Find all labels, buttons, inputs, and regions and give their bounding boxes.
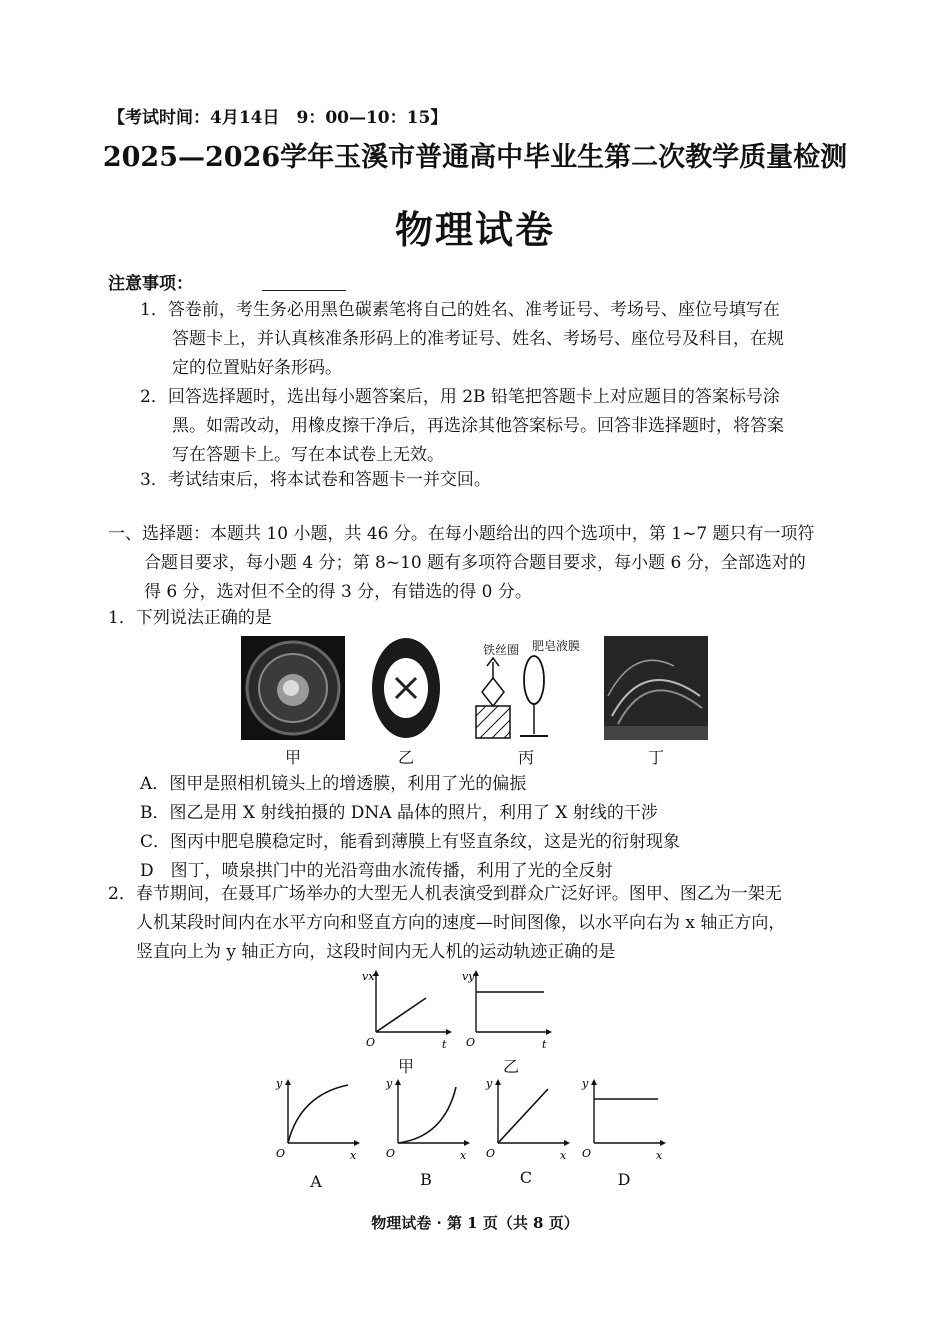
axis-label-t: t <box>442 1038 447 1051</box>
option-label-b: B <box>420 1170 432 1189</box>
trajectory-b <box>380 1075 476 1171</box>
figure-label-yi: 乙 <box>397 748 414 767</box>
q1-options <box>140 770 680 886</box>
q1-option-c: C．图丙中肥皂膜稳定时，能看到薄膜上有竖直条纹，这是光的衍射现象 <box>140 832 681 852</box>
q2-stem <box>108 880 785 967</box>
exam-title: 2025—2026学年玉溪市普通高中毕业生第二次教学质量检测 <box>102 142 848 173</box>
axis-label-t: t <box>542 1038 547 1051</box>
label-wire-loop: 铁丝圈 <box>483 643 520 657</box>
exam-time: 【考试时间：4月14日 9：00—10：15】 <box>108 108 448 128</box>
axis-label-x: x <box>560 1149 567 1162</box>
notice-line: 定的位置贴好条形码。 <box>172 358 342 378</box>
label-soap-film: 肥皂液膜 <box>532 639 581 653</box>
q1-option-d: D 图丁，喷泉拱门中的光沿弯曲水流传播，利用了光的全反射 <box>140 861 613 881</box>
axis-label-x: x <box>656 1149 663 1162</box>
origin-label: O <box>276 1147 286 1160</box>
figure-label-jia: 甲 <box>284 748 301 767</box>
notice-underline <box>262 290 346 291</box>
axis-label-y: y <box>276 1077 283 1090</box>
photo-ding-fountain <box>604 636 708 740</box>
option-label-c: C <box>519 1168 533 1187</box>
axis-label-y: y <box>486 1077 493 1090</box>
section-line: 得 6 分，选对但不全的得 3 分，有错选的得 0 分。 <box>144 582 532 602</box>
paper-subtitle: 物理试卷 <box>394 207 555 252</box>
figure-label-ding: 丁 <box>647 748 664 767</box>
trajectory-c <box>480 1075 576 1171</box>
origin-label: O <box>582 1147 592 1160</box>
trajectory-a <box>270 1075 366 1171</box>
section-line: 合题目要求，每小题 4 分；第 8~10 题有多项符合题目要求，每小题 6 分，全部选对的 <box>144 553 806 573</box>
axis-label-x: x <box>460 1149 467 1162</box>
q1-option-a: A．图甲是照相机镜头上的增透膜，利用了光的偏振 <box>140 774 527 794</box>
q1-stem: 1．下列说法正确的是 <box>108 608 272 628</box>
notice-line: 3．考试结束后，将本试卷和答题卡一并交回。 <box>140 470 491 490</box>
notice-item-1 <box>140 296 784 383</box>
photo-yi-dna <box>370 636 442 740</box>
axis-label-vx: vx <box>362 970 375 983</box>
notice-item-2 <box>140 383 784 470</box>
origin-label: O <box>366 1036 376 1049</box>
section-line: 一、选择题：本题共 10 小题，共 46 分。在每小题给出的四个选项中，第 1~7 题只有一项符 <box>108 524 815 544</box>
notice-line: 2．回答选择题时，选出每小题答案后，用 2B 铅笔把答题卡上对应题目的答案标号涂 <box>140 387 780 407</box>
photo-jia-lens <box>241 636 345 740</box>
q2-stem-line: 竖直向上为 y 轴正方向，这段时间内无人机的运动轨迹正确的是 <box>136 942 616 962</box>
notice-line: 答题卡上，并认真核准条形码上的准考证号、姓名、考场号、座位号及科目，在规 <box>172 329 784 349</box>
axis-label-y: y <box>386 1077 393 1090</box>
notice-line: 1．答卷前，考生务必用黑色碳素笔将自己的姓名、准考证号、考场号、座位号填写在 <box>140 300 780 320</box>
graph-label-yi: 乙 <box>502 1057 519 1076</box>
axis-label-vy: vy <box>462 970 475 983</box>
origin-label: O <box>486 1147 496 1160</box>
q2-stem-line: 人机某段时间内在水平方向和竖直方向的速度—时间图像，以水平向右为 x 轴正方向， <box>136 913 786 933</box>
graph-yi-vy-t <box>460 968 556 1062</box>
graph-label-jia: 甲 <box>397 1057 414 1076</box>
graph-jia-vx-t <box>360 968 456 1062</box>
origin-label: O <box>386 1147 396 1160</box>
axis-label-y: y <box>582 1077 589 1090</box>
option-label-a: A <box>310 1172 322 1191</box>
section-instructions <box>108 520 815 607</box>
notice-line: 写在答题卡上。写在本试卷上无效。 <box>172 445 444 465</box>
q2-stem-line: 2．春节期间，在聂耳广场举办的大型无人机表演受到群众广泛好评。图甲、图乙为一架无 <box>108 884 782 904</box>
option-label-d: D <box>617 1170 631 1189</box>
axis-label-x: x <box>350 1149 357 1162</box>
notice-item-3 <box>140 466 491 495</box>
origin-label: O <box>466 1036 476 1049</box>
figure-label-bing: 丙 <box>517 748 534 767</box>
page-footer: 物理试卷 · 第 1 页（共 8 页） <box>371 1214 579 1232</box>
notice-line: 黑。如需改动，用橡皮擦干净后，再选涂其他答案标号。回答非选择题时，将答案 <box>172 416 784 436</box>
notice-heading: 注意事项： <box>108 274 193 294</box>
trajectory-d <box>576 1075 672 1171</box>
q1-option-b: B．图乙是用 X 射线拍摄的 DNA 晶体的照片，利用了 X 射线的干涉 <box>140 803 658 823</box>
